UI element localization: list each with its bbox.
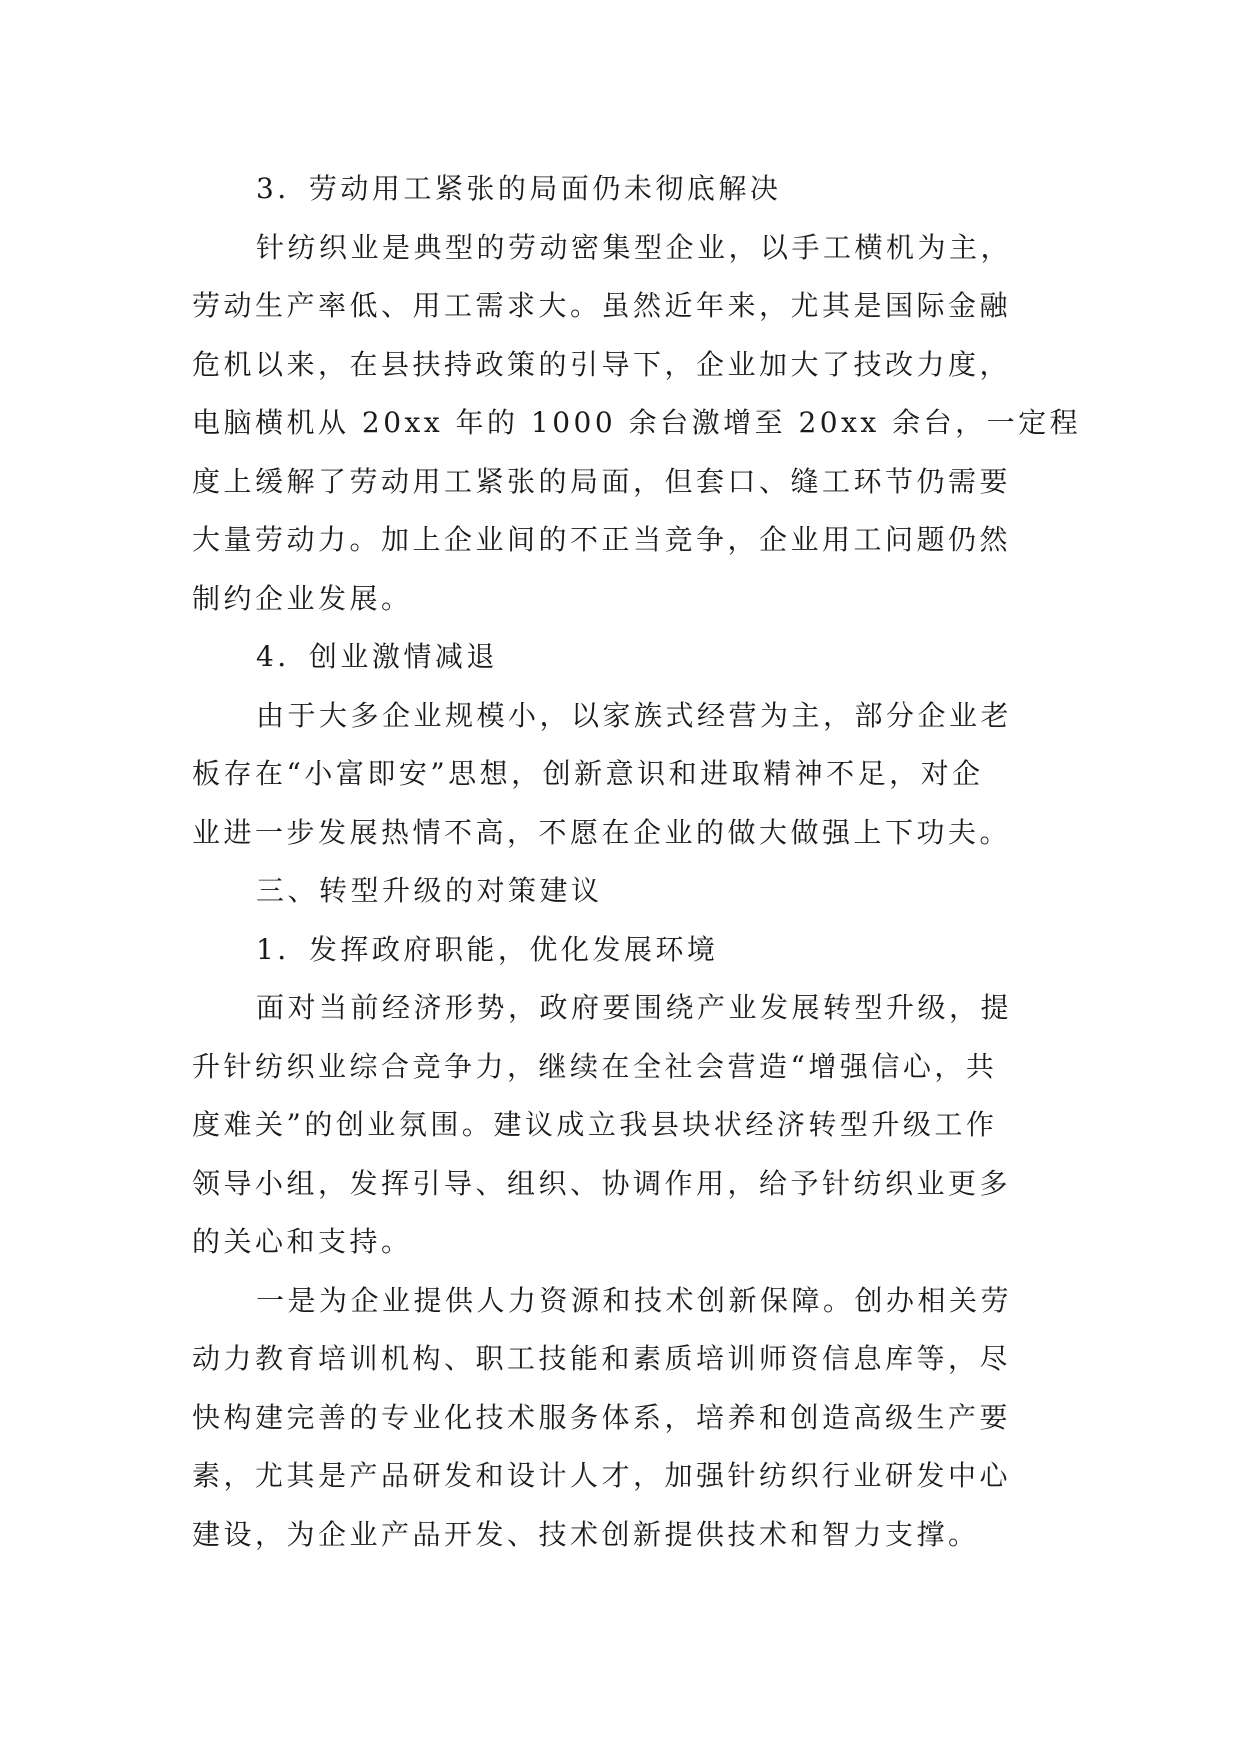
paragraph-line: 危机以来，在县扶持政策的引导下，企业加大了技改力度， <box>192 347 1012 381</box>
paragraph-line: 度上缓解了劳动用工紧张的局面，但套口、缝工环节仍需要 <box>192 464 1012 498</box>
paragraph-line: 快构建完善的专业化技术服务体系，培养和创造高级生产要 <box>192 1400 1012 1434</box>
paragraph-line: 动力教育培训机构、职工技能和素质培训师资信息库等，尽 <box>192 1342 1012 1375</box>
paragraph-line: 针纺织业是典型的劳动密集型企业，以手工横机为主， <box>256 230 1013 264</box>
paragraph-line: 面对当前经济形势，政府要围绕产业发展转型升级，提 <box>256 991 1013 1024</box>
paragraph-line: 度难关”的创业氛围。建议成立我县块状经济转型升级工作 <box>192 1108 998 1141</box>
paragraph-line: 领导小组，发挥引导、组织、协调作用，给予针纺织业更多 <box>192 1166 1012 1200</box>
paragraph-line: 电脑横机从 20xx 年的 1000 余台激增至 20xx 余台，一定程 <box>192 406 1082 439</box>
section-heading-1: 1．发挥政府职能，优化发展环境 <box>256 932 719 966</box>
paragraph-line: 大量劳动力。加上企业间的不正当竞争，企业用工问题仍然 <box>192 523 1012 556</box>
paragraph-line: 建设，为企业产品开发、技术创新提供技术和智力支撑。 <box>192 1517 980 1551</box>
paragraph-line: 素，尤其是产品研发和设计人才，加强针纺织行业研发中心 <box>192 1459 1012 1492</box>
paragraph-line: 业进一步发展热情不高，不愿在企业的做大做强上下功夫。 <box>192 815 1012 849</box>
paragraph-line: 劳动生产率低、用工需求大。虽然近年来，尤其是国际金融 <box>192 289 1012 322</box>
paragraph-line: 升针纺织业综合竞争力，继续在全社会营造“增强信心，共 <box>192 1049 998 1083</box>
paragraph-line: 由于大多企业规模小，以家族式经营为主，部分企业老 <box>256 698 1013 732</box>
paragraph-line: 一是为企业提供人力资源和技术创新保障。创办相关劳 <box>256 1283 1013 1317</box>
paragraph-line: 的关心和支持。 <box>192 1225 413 1258</box>
chapter-heading: 三、转型升级的对策建议 <box>256 874 603 907</box>
paragraph-line: 制约企业发展。 <box>192 581 413 615</box>
document-body <box>192 160 1082 1564</box>
section-heading-3: 3．劳动用工紧张的局面仍未彻底解决 <box>256 172 782 205</box>
paragraph-line: 板存在“小富即安”思想，创新意识和进取精神不足，对企 <box>192 757 984 790</box>
section-heading-4: 4．创业激情减退 <box>256 640 498 673</box>
